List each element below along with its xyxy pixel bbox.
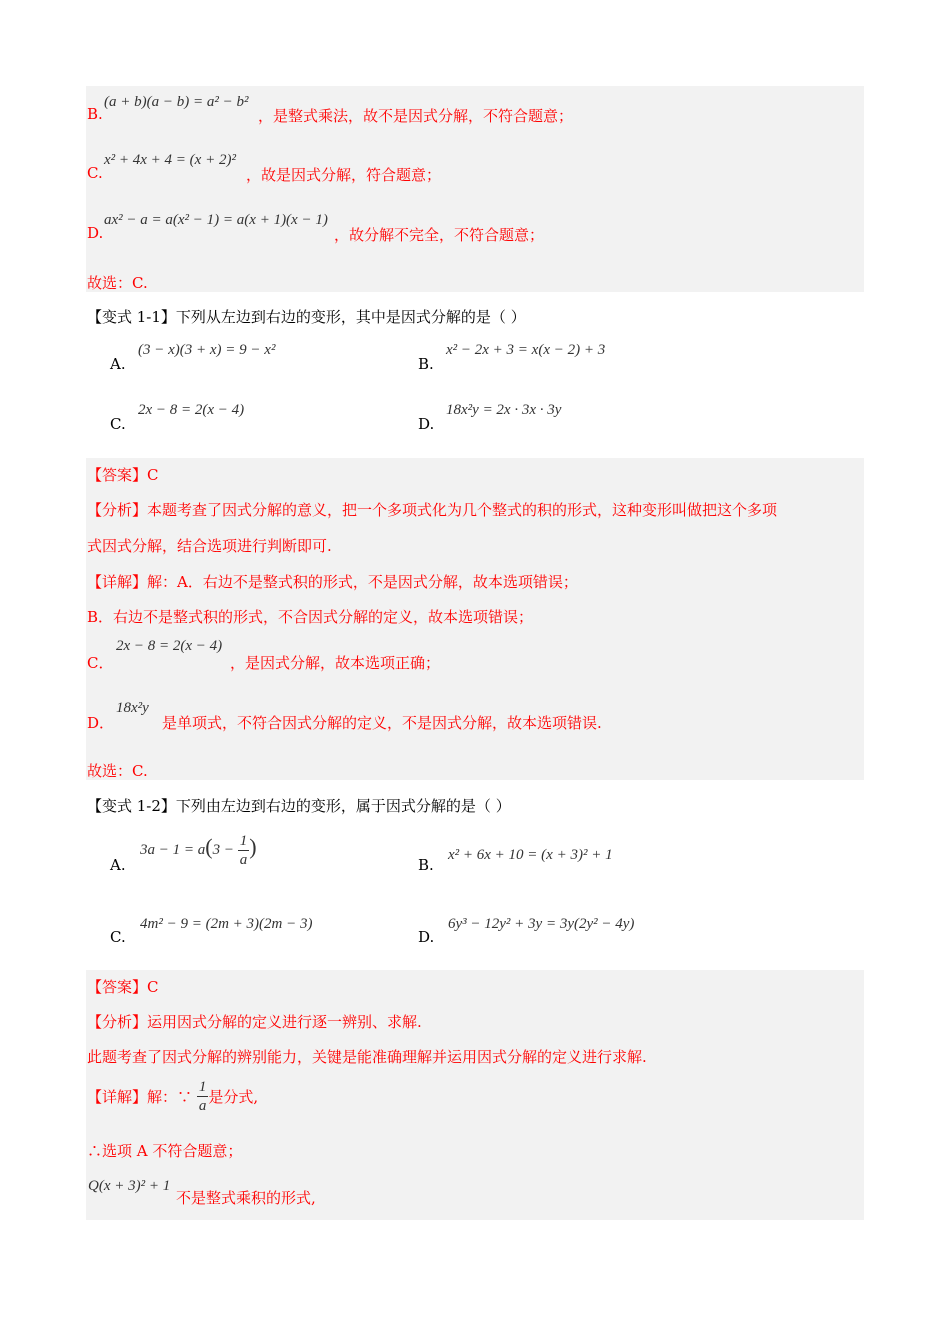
q2-option-a-pre: 3 − [212, 841, 234, 858]
q1-option-b-label: B. [418, 355, 434, 373]
a1-detail-c-math: 2x − 8 = 2(x − 4) [116, 638, 223, 654]
a1-conclusion: 故选：C. [87, 762, 148, 780]
q2-option-b-math: x² + 6x + 10 = (x + 3)² + 1 [448, 847, 613, 863]
q1-option-d-label: D. [418, 415, 435, 433]
q1-option-c-label: C. [110, 415, 126, 433]
q2-option-d [418, 914, 718, 950]
a2-therefore: ∴选项 A 不符合题意； [87, 1142, 243, 1160]
q2-option-c-label: C. [110, 928, 126, 946]
q1-option-d-math: 18x²y = 2x · 3x · 3y [446, 402, 562, 418]
a1-detail-c-text: ，是因式分解，故本选项正确； [230, 654, 441, 672]
q2-option-b [418, 845, 718, 881]
q2-option-a-num: 1 [239, 833, 248, 849]
q2-option-a-fraction [238, 832, 250, 869]
a2-last-text: 不是整式乘积的形式, [176, 1189, 316, 1207]
a1-detail-d-text: 是单项式，不符合因式分解的定义，不是因式分解，故本选项错误. [162, 714, 602, 732]
a2-detail-fraction [197, 1078, 209, 1115]
a2-answer [87, 976, 159, 997]
prev-option-b [86, 94, 846, 134]
a2-analysis-tag: 【分析】 [87, 1013, 148, 1031]
q2-option-d-label: D. [418, 928, 435, 946]
q1-option-a-math: (3 − x)(3 + x) = 9 − x² [138, 342, 276, 358]
a2-detail [87, 1078, 258, 1120]
a2-detail-tag: 【详解】 [87, 1088, 148, 1106]
a1-analysis [87, 499, 777, 520]
q2-option-a-left: 3a − 1 = a [140, 841, 206, 858]
q2-option-c-math: 4m² − 9 = (2m + 3)(2m − 3) [140, 916, 313, 932]
q1-option-d [418, 402, 698, 438]
a1-detail-tag: 【详解】 [87, 573, 148, 591]
a2-detail-num: 1 [198, 1079, 207, 1095]
a1-answer-value: C [147, 466, 159, 484]
question-1-2-stem: 【变式 1-2】下列由左边到右边的变形，属于因式分解的是（ ） [87, 797, 511, 815]
q2-option-a-math [140, 832, 257, 869]
a2-answer-value: C [147, 978, 159, 996]
question-1-1-stem: 【变式 1-1】下列从左边到右边的变形，其中是因式分解的是（ ） [87, 308, 526, 326]
a2-analysis-text: 运用因式分解的定义进行逐一辨别、求解. [147, 1013, 422, 1031]
a1-detail-c [86, 638, 846, 674]
prev-option-c-label: C. [87, 164, 103, 182]
prev-option-b-math: (a + b)(a − b) = a² − b² [104, 94, 249, 110]
q2-option-a-lparen: ( [205, 833, 213, 859]
prev-option-c-math: x² + 4x + 4 = (x + 2)² [104, 152, 236, 168]
prev-option-d-math: ax² − a = a(x² − 1) = a(x + 1)(x − 1) [104, 212, 328, 228]
a2-detail-prefix: 解：∵ [147, 1088, 193, 1106]
a2-last-math: Q(x + 3)² + 1 [88, 1178, 171, 1194]
q1-option-c-math: 2x − 8 = 2(x − 4) [138, 402, 245, 418]
q2-option-b-label: B. [418, 856, 434, 874]
q2-option-d-math: 6y³ − 12y² + 3y = 3y(2y² − 4y) [448, 916, 635, 932]
q2-option-a-rparen: ) [249, 833, 257, 859]
q1-option-c [110, 402, 390, 438]
q2-option-c [110, 914, 390, 950]
a1-analysis-tag: 【分析】 [87, 501, 148, 519]
prev-option-b-text: ，是整式乘法，故不是因式分解，不符合题意； [258, 107, 574, 125]
a1-detail [87, 571, 578, 592]
a1-detail-a: 解：A．右边不是整式积的形式，不是因式分解，故本选项错误； [147, 573, 578, 591]
a2-analysis-line2: 此题考查了因式分解的辨别能力，关键是能准确理解并运用因式分解的定义进行求解. [87, 1048, 647, 1066]
q2-option-a [110, 830, 390, 878]
a2-detail-den: a [198, 1098, 207, 1114]
a1-detail-d-math: 18x²y [116, 700, 149, 716]
a2-detail-suffix: 是分式, [208, 1088, 259, 1106]
prev-option-d [86, 212, 846, 252]
a1-detail-d [86, 700, 846, 736]
a1-answer-tag: 【答案】 [87, 466, 148, 484]
a2-last-line [86, 1176, 846, 1212]
a1-detail-d-label: D． [87, 714, 115, 732]
q1-option-b [418, 342, 698, 378]
a2-answer-tag: 【答案】 [87, 978, 148, 996]
a1-analysis-line2: 式因式分解，结合选项进行判断即可. [87, 537, 332, 555]
a1-analysis-line1: 本题考查了因式分解的意义，把一个多项式化为几个整式的积的形式，这种变形叫做把这个多项 [147, 501, 778, 519]
a1-answer [87, 464, 159, 485]
prev-option-d-label: D. [87, 224, 104, 242]
prev-option-c [86, 152, 846, 192]
q1-option-a [110, 342, 390, 378]
prev-option-d-text: ，故分解不完全，不符合题意； [334, 226, 545, 244]
prev-option-c-text: ，故是因式分解，符合题意； [246, 166, 442, 184]
prev-option-b-label: B. [87, 105, 103, 123]
a1-detail-b: B．右边不是整式积的形式，不合因式分解的定义，故本选项错误； [87, 608, 534, 626]
a2-analysis [87, 1011, 422, 1032]
q1-option-a-label: A. [110, 355, 126, 373]
q1-option-b-math: x² − 2x + 3 = x(x − 2) + 3 [446, 342, 606, 358]
q2-option-a-label: A. [110, 856, 126, 874]
a1-detail-c-label: C． [87, 654, 114, 672]
q2-option-a-den: a [239, 852, 248, 868]
prev-conclusion: 故选：C. [87, 274, 148, 292]
